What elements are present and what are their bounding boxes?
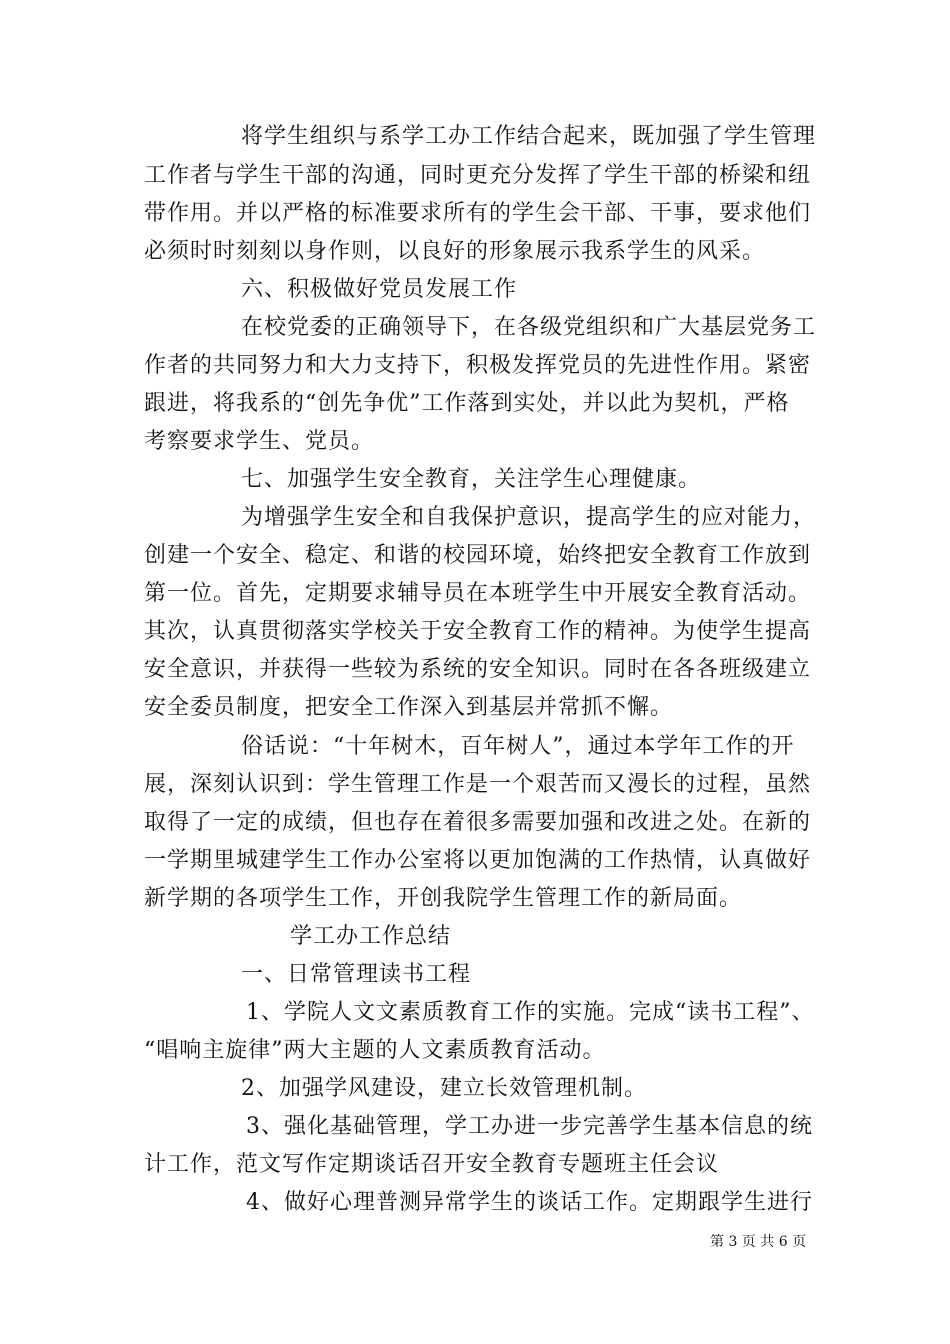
text-line: 新学期的各项学生工作，开创我院学生管理工作的新局面。 [144,886,743,911]
text-line: 带作用。并以严格的标准要求所有的学生会干部、干事，要求他们 [144,201,812,226]
text-line: 一学期里城建学生工作办公室将以更加饱满的工作热情，认真做好 [144,848,812,873]
text-line: 跟进，将我系的“创先争优”工作落到实处，并以此为契机，严格 [144,391,790,416]
text-line: “唱响主旋律”两大主题的人文素质教育活动。 [144,1038,606,1063]
text-line: 在校党委的正确领导下，在各级党组织和广大基层党务工 [241,315,817,340]
list-item: 2、加强学风建设，建立长效管理机制。 [241,1076,647,1101]
text-line: 工作者与学生干部的沟通，同时更充分发挥了学生干部的桥梁和纽 [144,163,812,188]
text-line: 为增强学生安全和自我保护意识，提高学生的应对能力， [241,505,817,530]
text-line: 安全委员制度，把安全工作深入到基层并常抓不懈。 [144,695,674,720]
section-heading: 七、加强学生安全教育，关注学生心理健康。 [241,467,702,492]
section-heading: 一、日常管理读书工程 [241,962,472,987]
text-line: 俗话说：“十年树木，百年树人”，通过本学年工作的开 [241,734,795,759]
text-line: 其次，认真贯彻落实学校关于安全教育工作的精神。为使学生提高 [144,619,812,644]
text-line: 展，深刻认识到：学生管理工作是一个艰苦而又漫长的过程，虽然 [144,772,812,797]
text-line: 必须时时刻刻以身作则，以良好的形象展示我系学生的风采。 [144,239,766,264]
page-number-footer: 第 3 页 共 6 页 [710,1234,807,1250]
text-line: 作者的共同努力和大力支持下，积极发挥党员的先进性作用。紧密 [144,353,812,378]
list-item: 1、学院人文文素质教育工作的实施。完成“读书工程”、 [246,1000,815,1025]
text-line: 第一位。首先，定期要求辅导员在本班学生中开展安全教育活动。 [144,581,812,606]
text-line: 取得了一定的成绩，但也存在着很多需要加强和改进之处。在新的 [144,810,812,835]
text-line: 考察要求学生、党员。 [144,429,375,454]
text-line: 将学生组织与系学工办工作结合起来，既加强了学生管理 [241,124,817,149]
text-line: 创建一个安全、稳定、和谐的校园环境，始终把安全教育工作放到 [144,543,812,568]
text-line: 计工作，范文写作定期谈话召开安全教育专题班主任会议 [144,1152,720,1177]
list-item: 3、强化基础管理，学工办进一步完善学生基本信息的统 [246,1114,813,1139]
list-item: 4、做好心理普测异常学生的谈话工作。定期跟学生进行 [246,1190,813,1215]
document-title: 学工办工作总结 [290,924,452,949]
text-line: 安全意识，并获得一些较为系统的安全知识。同时在各各班级建立 [144,657,812,682]
section-heading: 六、积极做好党员发展工作 [241,277,518,302]
